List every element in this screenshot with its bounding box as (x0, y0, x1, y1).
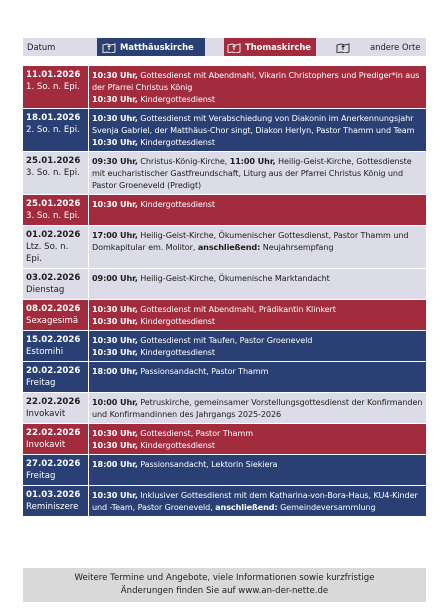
event-text: Inklusiver Gottesdienst mit dem Katharina-von-Bora-Haus, KU4-Kinder und -Team, Pastor Groeneveld, (92, 490, 418, 512)
event-text: Kindergottesdienst (137, 440, 215, 450)
event-time: 10:30 Uhr, (92, 428, 138, 438)
row-day: Dienstag (26, 285, 65, 295)
legend-matthaeus (97, 38, 205, 56)
event-line (92, 439, 423, 451)
event-time: 11:00 Uhr, (229, 156, 276, 166)
row-event-cell (89, 300, 426, 330)
legend-bar (23, 38, 426, 56)
event-time: 10:30 Uhr, (92, 490, 138, 500)
event-time: 10:30 Uhr, (92, 137, 138, 147)
row-event-cell (89, 393, 426, 423)
row-day: Ltz. So. n. Epi. (26, 242, 69, 264)
row-day: 2. So. n. Epi. (26, 125, 80, 135)
row-date: 25.01.2026 (26, 156, 81, 166)
church-map-icon (336, 42, 350, 53)
event-text: Heilig-Geist-Kirche, Gottesdienste mit eucharistischer Gastfreundschaft, Liturg aus der Pfarrei Christus König und Pastor Groeneveld (Predigt) (92, 156, 412, 190)
row-date: 01.03.2026 (26, 490, 81, 500)
event-time: 10:30 Uhr, (92, 335, 138, 345)
row-day: 3. So. n. Epi. (26, 168, 80, 178)
event-line (92, 93, 423, 105)
legend-thomas-label: Thomaskirche (245, 42, 311, 52)
row-event-cell (89, 486, 426, 516)
row-date-cell (23, 300, 89, 330)
event-text: Gemeindeversammlung (277, 502, 376, 512)
row-date-cell (23, 362, 89, 392)
event-text: Heilig-Geist-Kirche, Ökumenischer Gottesdienst, Pastor Thamm und Domkapitular em. Molitor, (92, 230, 409, 252)
row-day: Invokavit (26, 440, 66, 450)
event-text: Passionsandacht, Pastor Thamm (137, 366, 269, 376)
event-line (92, 346, 423, 358)
event-time: 09:00 Uhr, (92, 273, 138, 283)
event-text: Petruskirche, gemeinsamer Vorstellungsgottesdienst der Konfirmanden und Konfirmandinnen des Jahrgangs 2025-2026 (92, 397, 423, 419)
schedule-table (23, 66, 426, 517)
event-time: 10:30 Uhr, (92, 304, 138, 314)
event-line (92, 396, 423, 420)
event-line (92, 334, 423, 346)
event-text: Gottesdienst mit Verabschiedung von Diakonin im Anerkennungsjahr Svenja Gabriel, der Matthäus-Chor singt, Diakon Herlyn, Pastor Thamm und Team (92, 113, 415, 135)
row-date-cell (23, 152, 89, 194)
row-date-cell (23, 195, 89, 225)
schedule-row (23, 393, 426, 424)
schedule-row (23, 269, 426, 300)
legend-thomas (224, 38, 316, 56)
event-line (92, 229, 423, 253)
event-text: Kindergottesdienst (137, 347, 215, 357)
event-time: 09:30 Uhr, (92, 156, 138, 166)
row-date-cell (23, 424, 89, 454)
church-map-icon (227, 42, 241, 53)
row-day: 1. So. n. Epi. (26, 82, 80, 92)
row-event-cell (89, 455, 426, 485)
legend-datum-label: Datum (27, 42, 56, 52)
row-date: 03.02.2026 (26, 273, 81, 283)
row-date: 22.02.2026 (26, 428, 81, 438)
row-date-cell (23, 226, 89, 268)
event-text: Heilig-Geist-Kirche, Ökumenische Marktandacht (137, 273, 330, 283)
row-date: 01.02.2026 (26, 230, 81, 240)
event-text: Neujahrsempfang (260, 242, 334, 252)
row-date-cell (23, 66, 89, 108)
event-time: 10:30 Uhr, (92, 70, 138, 80)
event-text: Kindergottesdienst (137, 137, 215, 147)
event-text: Kindergottesdienst (137, 94, 215, 104)
row-date-cell (23, 486, 89, 516)
row-date: 27.02.2026 (26, 459, 81, 469)
row-date: 20.02.2026 (26, 366, 81, 376)
event-text: Kindergottesdienst (137, 316, 215, 326)
row-event-cell (89, 66, 426, 108)
row-date-cell (23, 109, 89, 151)
schedule-row (23, 109, 426, 152)
footer-note (23, 568, 426, 602)
schedule-row (23, 66, 426, 109)
event-line (92, 136, 423, 148)
schedule-row (23, 486, 426, 517)
footer-line-1: Weitere Termine und Angebote, viele Informationen sowie kurzfristige (74, 573, 375, 583)
legend-matthaeus-label: Matthäuskirche (120, 42, 194, 52)
row-date: 15.02.2026 (26, 335, 81, 345)
row-day: Reminiszere (26, 502, 79, 512)
event-time: 10:00 Uhr, (92, 397, 138, 407)
event-text: Christus-König-Kirche, (137, 156, 230, 166)
event-time: anschließend: (215, 502, 278, 512)
schedule-row (23, 362, 426, 393)
event-line (92, 315, 423, 327)
row-date: 25.01.2026 (26, 199, 81, 209)
event-time: 10:30 Uhr, (92, 199, 138, 209)
event-time: 10:30 Uhr, (92, 316, 138, 326)
event-time: 10:30 Uhr, (92, 94, 138, 104)
row-date-cell (23, 455, 89, 485)
row-date-cell (23, 269, 89, 299)
event-line (92, 489, 423, 513)
schedule-row (23, 455, 426, 486)
event-text: Gottesdienst mit Abendmahl, Vikarin Christophers und Prediger*in aus der Pfarrei Christus König (92, 70, 420, 92)
event-text: Kindergottesdienst (137, 199, 215, 209)
event-text: Gottesdienst mit Abendmahl, Prädikantin Klinkert (137, 304, 336, 314)
schedule-row (23, 195, 426, 226)
row-event-cell (89, 226, 426, 268)
row-date: 08.02.2026 (26, 304, 81, 314)
schedule-row (23, 300, 426, 331)
row-date: 11.01.2026 (26, 70, 81, 80)
row-day: Estomihi (26, 347, 64, 357)
legend-andere (316, 38, 426, 56)
legend-andere-label: andere Orte (370, 42, 421, 52)
event-line (92, 112, 423, 136)
event-line (92, 69, 423, 93)
event-line (92, 427, 423, 439)
row-event-cell (89, 195, 426, 225)
event-line (92, 303, 423, 315)
row-date: 18.01.2026 (26, 113, 81, 123)
row-date-cell (23, 331, 89, 361)
row-day: 3. So. n. Epi. (26, 211, 80, 221)
schedule-row (23, 152, 426, 195)
event-line (92, 365, 423, 377)
church-map-icon (102, 42, 116, 53)
row-day: Freitag (26, 378, 56, 388)
event-line (92, 458, 423, 470)
schedule-row (23, 331, 426, 362)
row-event-cell (89, 152, 426, 194)
event-time: 10:30 Uhr, (92, 113, 138, 123)
event-text: Gottesdienst, Pastor Thamm (137, 428, 253, 438)
event-text: Gottesdienst mit Taufen, Pastor Groeneveld (137, 335, 313, 345)
row-date: 22.02.2026 (26, 397, 81, 407)
row-event-cell (89, 424, 426, 454)
event-line (92, 272, 423, 284)
footer-line-2: Änderungen finden Sie auf www.an-der-nette.de (120, 586, 329, 596)
legend-datum (23, 38, 95, 56)
event-line (92, 155, 423, 191)
row-date-cell (23, 393, 89, 423)
event-line (92, 198, 423, 210)
schedule-row (23, 424, 426, 455)
event-text: Passionsandacht, Lektorin Siekiera (137, 459, 278, 469)
event-time: 10:30 Uhr, (92, 440, 138, 450)
event-time: 10:30 Uhr, (92, 347, 138, 357)
event-time: 17:00 Uhr, (92, 230, 138, 240)
event-time: 18:00 Uhr, (92, 366, 138, 376)
schedule-row (23, 226, 426, 269)
row-event-cell (89, 269, 426, 299)
row-event-cell (89, 331, 426, 361)
row-event-cell (89, 109, 426, 151)
event-time: 18:00 Uhr, (92, 459, 138, 469)
row-event-cell (89, 362, 426, 392)
event-time: anschließend: (197, 242, 261, 252)
row-day: Freitag (26, 471, 56, 481)
row-day: Invokavit (26, 409, 66, 419)
row-day: Sexagesimä (26, 316, 79, 326)
